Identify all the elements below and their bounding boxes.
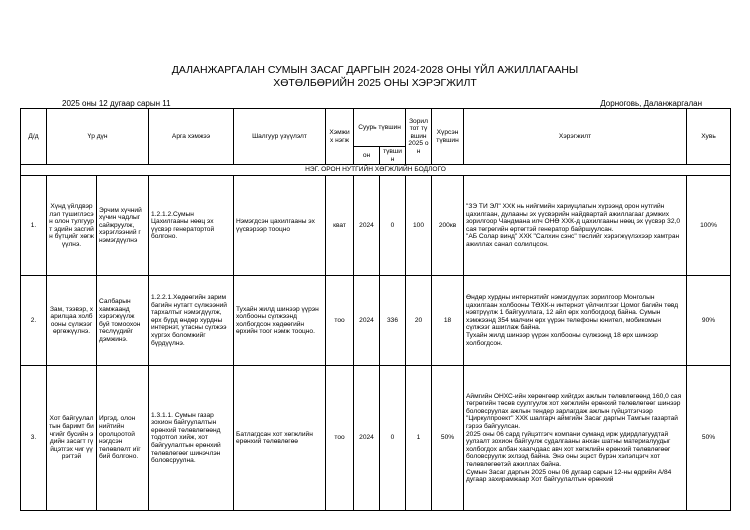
row-percent: 90% bbox=[687, 276, 731, 366]
row-no: 3. bbox=[21, 366, 47, 511]
row-unit: кват bbox=[326, 176, 354, 276]
header-action: Арга хэмжээ bbox=[149, 109, 234, 165]
header-baseline: Суурь түвшин bbox=[354, 109, 406, 147]
section-title: НЭГ. ОРОН НУТГИЙН ХӨГЖЛИЙН БОДЛОГО bbox=[21, 165, 731, 176]
table-row bbox=[21, 366, 731, 511]
row-unit: тоо bbox=[326, 276, 354, 366]
row-implementation bbox=[464, 176, 687, 276]
row-outcome: Иргэд, олон нийтийн оролцоотой нэгдсэн төлөвлөлт иїг бий болгоно. bbox=[97, 366, 149, 511]
table-row bbox=[21, 276, 731, 366]
row-achieved: 50% bbox=[432, 366, 464, 511]
row-indicator: Нэмэгдсэн цахилгааны эх үүсвэрээр тооцно bbox=[234, 176, 326, 276]
row-implementation bbox=[464, 276, 687, 366]
header-implementation: Хэрэгжилт bbox=[464, 109, 687, 165]
row-unit: тоо bbox=[326, 366, 354, 511]
row-achieved: 18 bbox=[432, 276, 464, 366]
row-percent: 100% bbox=[687, 176, 731, 276]
implementation-paragraph: "ЗЭ ТИ ЭЛ" ХХК нь нийгмийн хариуцлагын хүрээнд орон нутгийн цахилгаан, дулааны эх үүсвэрийн найдвартай ажиллагааг дэмжих зорилгоор Чандмана илч ОНӨ ХХК-д цахилгааны нөөц эх үүсвэр 32,0 сая төгрөгийн өртөгтэй генератор байршуулсан. bbox=[466, 202, 681, 233]
header-level: түвшин bbox=[380, 147, 406, 165]
row-target: 20 bbox=[406, 276, 432, 366]
implementation-paragraph: Тухайн жилд шинээр үүрэн холбооны сүлжээнд 18 өрх шинээр холбогдсон. bbox=[466, 332, 658, 347]
row-outcome: Салбарын хамжаанд хэрэгжүүлж буй томоохон төслүүдийг дэмжинэ. bbox=[97, 276, 149, 366]
header-unit: Хэмжих нэгж bbox=[326, 109, 354, 165]
row-year: 2024 bbox=[354, 366, 380, 511]
implementation-paragraph: Сумын Засаг даргын 2025 оны 06 дугаар сарын 12-ны өдрийн А/84 дугаар захирамжаар Хот байгуулалтын ерөнхий bbox=[466, 468, 672, 484]
implementation-table bbox=[20, 108, 731, 511]
header-target: Зорилтот түвшин 2025 он bbox=[406, 109, 432, 165]
row-target: 1 bbox=[406, 366, 432, 511]
row-implementation bbox=[464, 366, 687, 511]
row-action: 1.3.1.1. Сумын газар зохион байгуулалтын ерөнхий төлөвлөгөөнд тодотгол хийж, хот байгуулалтын ерөнхий төлөвлөгөөг шинэчлэн боловсруулна. bbox=[149, 366, 234, 511]
row-action: 1.2.1.2.Сумын Цахилгааны нөөц эх үүсвэр генератортой болгоно. bbox=[149, 176, 234, 276]
implementation-paragraph: 2025 оны 06 сард гүйцэтгэгч компани суманд ирж удирдлагуудтай уулзалт зохион байгуулж судалгааны анхан шатны материалуудыг холбогдох албан хаагчдаас авч хот хөгжлийн ерөнхий төлөвлөгөөг боловсруулж эхлээд байна. Энэ оны эцэст бүрэн хэлэлцэгч хот төлөвлөгөөтэй ажиллах байна. bbox=[466, 430, 671, 468]
header-year: он bbox=[354, 147, 380, 165]
row-action: 1.2.2.1.Хөдөөгийн зарим багийн нутагт сүлжээний тархалтыг нэмэгдүүлж, өрх бүрд өндөр хурдны интернэт, утасны сүлжээ хүргэх боломжийг бүрдүүлнэ. bbox=[149, 276, 234, 366]
row-target: 100 bbox=[406, 176, 432, 276]
row-level: 0 bbox=[380, 176, 406, 276]
table-row bbox=[21, 176, 731, 276]
document-title-line1: ДАЛАНЖАРГАЛАН СУМЫН ЗАСАГ ДАРГЫН 2024-2028 ОНЫ ҮЙЛ АЖИЛЛАГААНЫ bbox=[171, 64, 579, 76]
row-no: 1. bbox=[21, 176, 47, 276]
header-goal: Үр дүн bbox=[47, 109, 149, 165]
document-title-line2: ХӨТӨЛБӨРИЙН 2025 ОНЫ ХЭРЭГЖИЛТ bbox=[273, 77, 477, 89]
row-goal: Зам, тээвэр, харилцаа холбооны сүлжээг өргөжүүлнэ. bbox=[47, 276, 97, 366]
row-achieved: 200кв bbox=[432, 176, 464, 276]
row-indicator: Тухайн жилд шинээр үүрэн холбооны сүлжээнд холбогдсон хөдөөгийн өрхийн тоог нэмж тооцно. bbox=[234, 276, 326, 366]
row-outcome: Эрчим хүчний хүчин чадлыг сайжруулж, хэрэглээний г нэмэгдүүлнэ bbox=[97, 176, 149, 276]
header-no: Д/д bbox=[21, 109, 47, 165]
row-goal: Хот байгуулалтын баримт бичгийг бусийн эдийн засагт гүйцэтгэх чиг үүрэгтэй bbox=[47, 366, 97, 511]
row-percent: 50% bbox=[687, 366, 731, 511]
row-indicator: Батлагдсан хот хөгжлийн ерөнхий төлөвлөгөө bbox=[234, 366, 326, 511]
header-percent: Хувь bbox=[687, 109, 731, 165]
row-goal: Хүнд үйлдвэрлэл түшиглэсэн олон тулгуурт эдийн засгийн бүтцийг хөгжүүлнэ. bbox=[47, 176, 97, 276]
row-no: 2. bbox=[21, 276, 47, 366]
report-date: 2025 оны 12 дугаар сарын 11 bbox=[62, 99, 171, 108]
header-achieved: Хүрсэн түвшин bbox=[432, 109, 464, 165]
implementation-paragraph: "АБ Солар винд" ХХК "Салхин сэнс" төслийг хэрэгжүүлэхээр хамтран ажиллах санал солилцсон. bbox=[466, 233, 680, 248]
row-year: 2024 bbox=[354, 276, 380, 366]
header-indicator: Шалгуур үзүүлэлт bbox=[234, 109, 326, 165]
implementation-paragraph: Аймгийн ОНХС-ийн хөрөнгөөр хийгдэх ажлын төлөвлөгөөнд 160,0 сая төгрөгийн төсөв суулгуулж хот хөгжлийн ерөнхий төлөвлөгөөг шинээр боловсруулах ажлын тендер зарлагдаж ажлын гүйцэтгэгчээр "Циркулпроект" ХХК шалгарч аймгийн Засаг даргын Тамгын газартай гэрээ байгуулсан. bbox=[466, 392, 682, 430]
report-place: Дорноговь, Даланжаргалан bbox=[600, 99, 702, 108]
row-level: 336 bbox=[380, 276, 406, 366]
row-level: 0 bbox=[380, 366, 406, 511]
implementation-paragraph: Өндөр хурдны интернэтийг нэмэгдүүлэх зорилгоор Монголын цахилгаан холбооны ТӨХК-н интернэт үйлчилгээг Цомог багийн төвд нэвтрүүлж 1 байгууллага, 12 айл өрх холбогдоод байна. Сумын хэмжээнд 354 малчин өрх үүрэн телефоны юнител, мобикомын сүлжээг ашиглаж байна. bbox=[466, 294, 679, 332]
row-year: 2024 bbox=[354, 176, 380, 276]
